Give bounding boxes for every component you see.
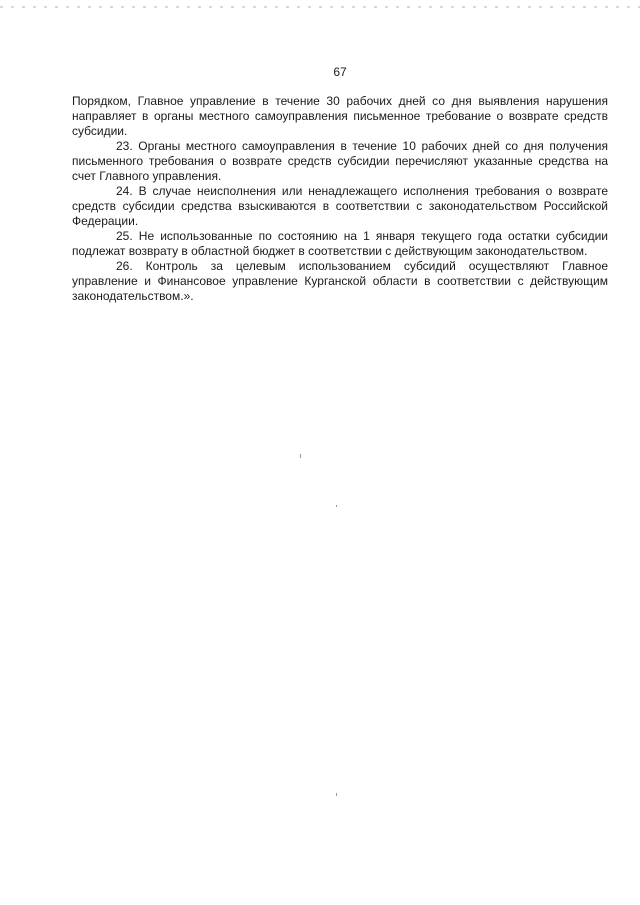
paragraph-25: 25. Не использованные по состоянию на 1 января текущего года остатки субсидии подлежат возврату в областной бюджет в соответствии с действующим законодательством. bbox=[72, 229, 608, 258]
scan-edge-artifact bbox=[0, 6, 640, 8]
paragraph-continuation: Порядком, Главное управление в течение 30 рабочих дней со дня выявления нарушения направляет в органы местного самоуправления письменное требование о возврате средств субсидии. bbox=[72, 94, 608, 138]
paragraph-24: 24. В случае неисполнения или ненадлежащего исполнения требования о возврате средств субсидии средства взыскиваются в соответствии с законодательством Российской Федерации. bbox=[72, 184, 608, 228]
scan-speck bbox=[300, 454, 301, 458]
paragraph-26: 26. Контроль за целевым использованием субсидий осуществляют Главное управление и Финансовое управление Курганской области в соответствии с действующим законодательством.». bbox=[72, 259, 608, 303]
scan-speck bbox=[336, 793, 337, 796]
paragraph-23: 23. Органы местного самоуправления в течение 10 рабочих дней со дня получения письменного требования о возврате средств субсидии перечисляют указанные средства на счет Главного управления. bbox=[72, 139, 608, 183]
page-number: 67 bbox=[333, 65, 347, 79]
document-body bbox=[72, 94, 608, 304]
scan-speck bbox=[336, 505, 337, 507]
